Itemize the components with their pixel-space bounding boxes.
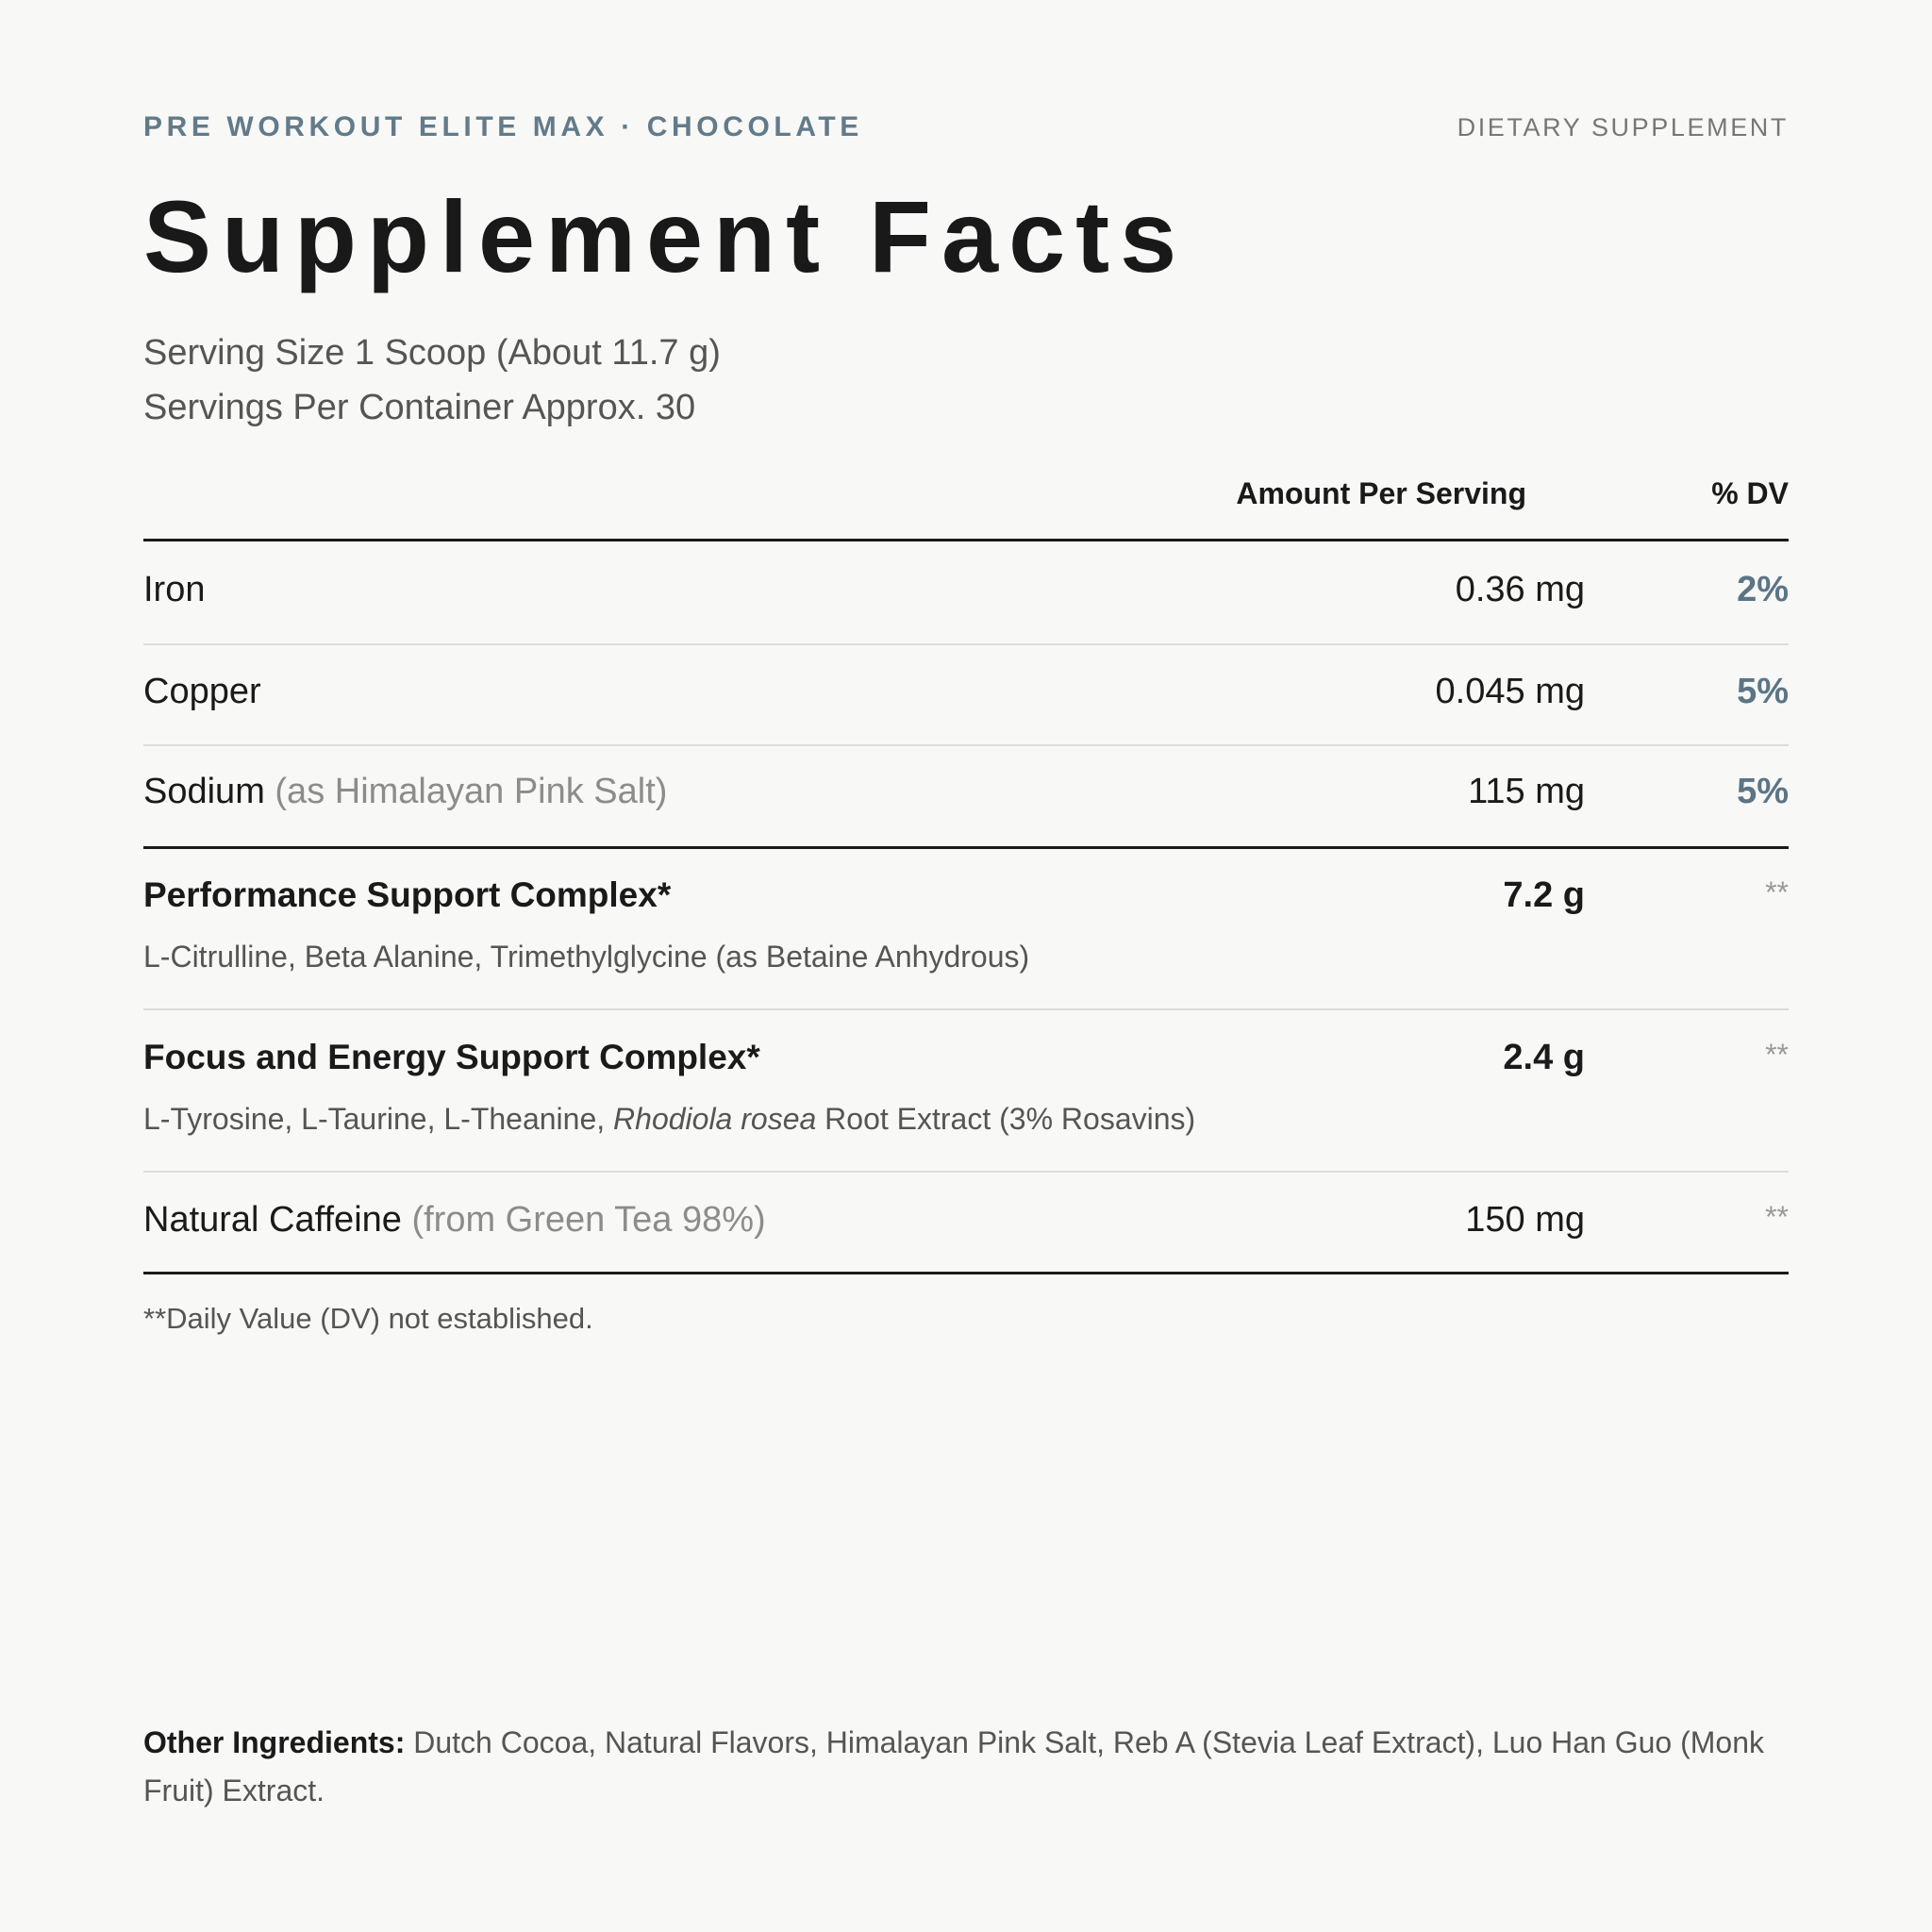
nutrient-name	[143, 570, 205, 610]
blend-amount: 2.4 g	[1503, 1038, 1585, 1077]
nutrient-name	[143, 672, 261, 712]
blend-label: Performance Support Complex*	[143, 875, 672, 914]
row-divider	[143, 643, 1789, 645]
nutrient-name	[143, 1200, 766, 1241]
header-bar	[143, 111, 1789, 145]
nutrient-amount: 0.045 mg	[1435, 672, 1585, 711]
servings-per-container: Servings Per Container Approx. 30	[143, 388, 696, 427]
nutrient-label: Natural Caffeine	[143, 1200, 402, 1240]
section-divider	[143, 846, 1789, 849]
other-ingredients-label: Other Ingredients:	[143, 1725, 406, 1759]
nutrient-dv: 5%	[1737, 772, 1789, 811]
serving-info	[143, 325, 721, 435]
blend-label: Focus and Energy Support Complex*	[143, 1038, 760, 1076]
nutrient-dv: 2%	[1737, 570, 1789, 609]
row-divider	[143, 1171, 1789, 1173]
column-header-dv: % DV	[1711, 476, 1789, 510]
row-divider	[143, 1008, 1789, 1010]
header-divider	[143, 539, 1789, 541]
supplement-type: DIETARY SUPPLEMENT	[1457, 113, 1789, 142]
nutrient-dv: **	[1765, 1200, 1789, 1234]
nutrient-qualifier: (as Himalayan Pink Salt)	[275, 772, 668, 811]
nutrient-dv: 5%	[1737, 672, 1789, 711]
blend-amount: 7.2 g	[1503, 875, 1585, 915]
column-header-amount: Amount Per Serving	[1236, 476, 1526, 510]
other-ingredients-text: Dutch Cocoa, Natural Flavors, Himalayan Pink Salt, Reb A (Stevia Leaf Extract), Luo Han Guo (Monk Fruit) Extract.	[143, 1725, 1764, 1807]
serving-size: Serving Size 1 Scoop (About 11.7 g)	[143, 333, 721, 373]
nutrient-qualifier: (from Green Tea 98%)	[411, 1200, 766, 1240]
dv-footnote: **Daily Value (DV) not established.	[143, 1302, 593, 1335]
table-bottom-divider	[143, 1272, 1789, 1274]
ingredients-part: L-Tyrosine, L-Taurine, L-Theanine,	[143, 1102, 614, 1136]
product-line: PRE WORKOUT ELITE MAX · CHOCOLATE	[143, 111, 863, 142]
blend-ingredients	[143, 1102, 1195, 1137]
blend-dv: **	[1765, 1038, 1789, 1072]
nutrient-label: Iron	[143, 570, 206, 609]
nutrient-amount: 0.36 mg	[1455, 570, 1585, 609]
blend-name	[143, 875, 671, 915]
blend-dv: **	[1765, 875, 1789, 909]
supplement-facts-panel	[143, 0, 1789, 1932]
nutrient-name	[143, 772, 667, 812]
nutrient-amount: 115 mg	[1468, 772, 1585, 811]
nutrient-label: Sodium	[143, 772, 265, 811]
row-divider	[143, 744, 1789, 746]
nutrient-amount: 150 mg	[1465, 1200, 1585, 1240]
blend-ingredients: L-Citrulline, Beta Alanine, Trimethylglycine (as Betaine Anhydrous)	[143, 940, 1030, 974]
ingredients-botanical: Rhodiola rosea	[613, 1102, 817, 1136]
ingredients-part: Root Extract (3% Rosavins)	[816, 1102, 1196, 1136]
nutrient-label: Copper	[143, 672, 261, 711]
other-ingredients	[143, 1719, 1789, 1815]
blend-name	[143, 1038, 760, 1077]
page-title: Supplement Facts	[143, 179, 1188, 293]
